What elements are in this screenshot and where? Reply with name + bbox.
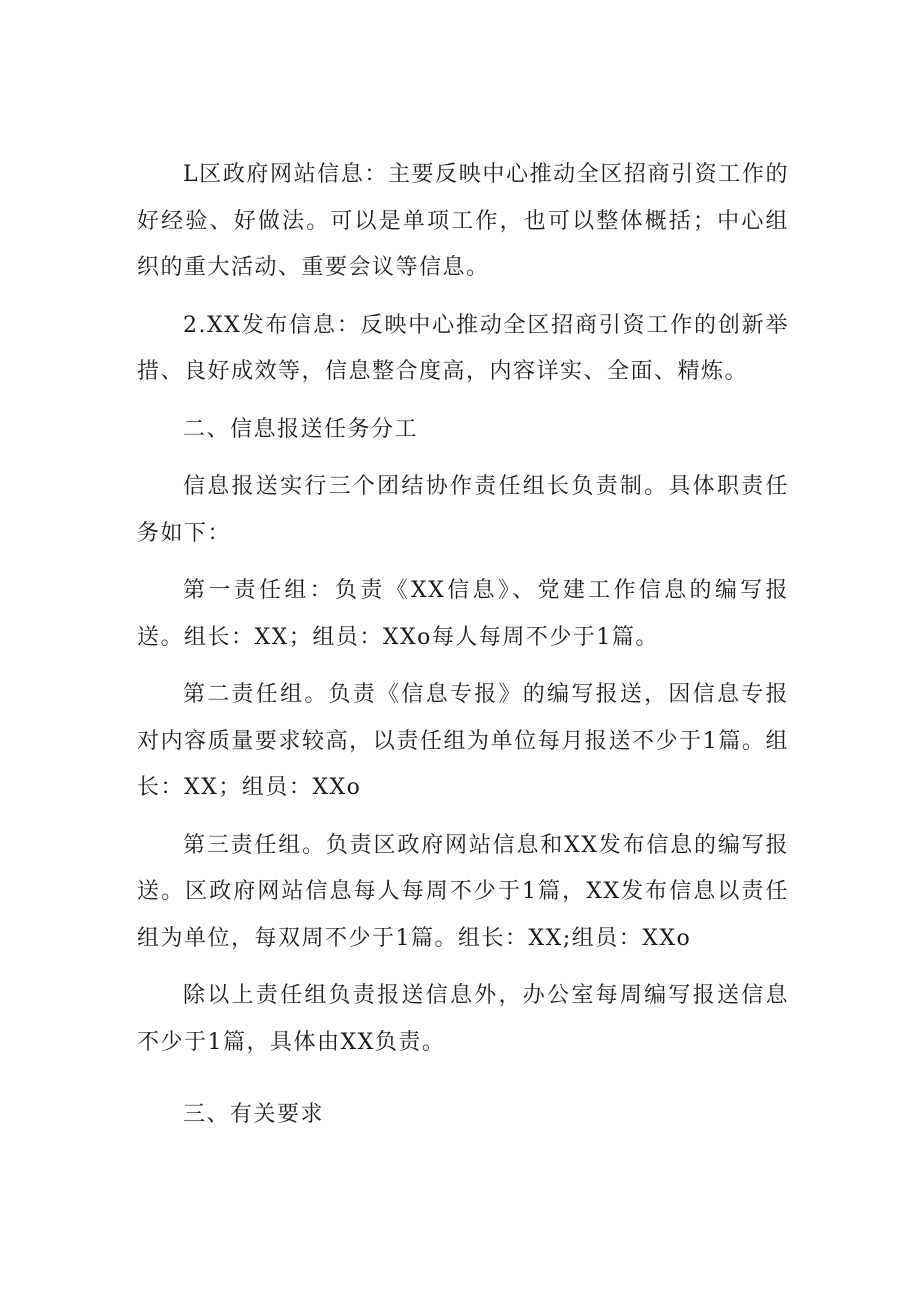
paragraph-responsibility-system: 信息报送实行三个团结协作责任组长负责制。具体职责任务如下： [137,474,789,546]
section-heading-task-division: 二、信息报送任务分工 [183,416,419,442]
section-heading-requirements: 三、有关要求 [183,1102,325,1127]
paragraph-office-duty: 除以上责任组负责报送信息外，办公室每周编写报送信息不少于1篇，具体由XX负责。 [137,983,789,1055]
paragraph-first-group: 第一责任组：负责《XX信息》、党建工作信息的编写报送。组长：XX；组员：XXo每人每周不少于1篇。 [137,578,789,650]
paragraph-website-info: L区政府网站信息：主要反映中心推动全区招商引资工作的好经验、好做法。可以是单项工作，也可以整体概括；中心组织的重大活动、重要会议等信息。 [137,162,789,280]
paragraph-xx-release-info: 2.XX发布信息：反映中心推动全区招商引资工作的创新举措、良好成效等，信息整合度高，内容详实、全面、精炼。 [137,312,789,384]
paragraph-third-group: 第三责任组。负责区政府网站信息和XX发布信息的编写报送。区政府网站信息每人每周不少于1篇，XX发布信息以责任组为单位，每双周不少于1篇。组长：XX;组员：XXo [137,832,789,951]
paragraph-second-group: 第二责任组。负责《信息专报》的编写报送，因信息专报对内容质量要求较高，以责任组为单位每月报送不少于1篇。组长：XX；组员：XXo [137,682,789,800]
document-page [137,152,789,1150]
